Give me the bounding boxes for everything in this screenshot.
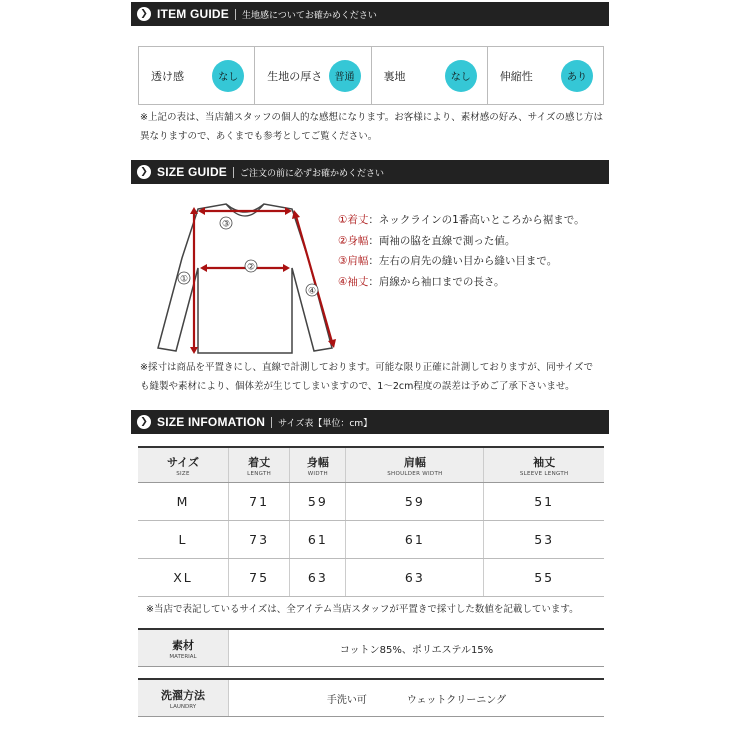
size-table — [138, 446, 604, 597]
material-value: コットン85%、ポリエステル15% — [339, 644, 494, 656]
item-guide-grid — [138, 46, 604, 105]
size-info-header — [131, 410, 609, 434]
col-header-width: 身幅 WIDTH — [290, 447, 346, 483]
table-cell: 63 — [290, 559, 346, 597]
col-header-size: サイズ SIZE — [138, 447, 229, 483]
table-row — [138, 559, 604, 597]
item-guide-subtitle: 生地感についてお確かめください — [242, 10, 377, 21]
divider — [235, 9, 236, 20]
item-cell-stretch — [488, 47, 603, 104]
arrow-head — [200, 264, 207, 272]
laundry-header: 洗濯方法 LAUNDRY — [138, 680, 229, 716]
size-info-subtitle: サイズ表【単位：cm】 — [278, 418, 373, 429]
item-label: 生地の厚さ — [267, 69, 323, 83]
arrow-head — [283, 264, 290, 272]
note-line: 異なりますので、あくまでも参考としてご覧ください。 — [140, 131, 378, 142]
item-cell-transparency — [139, 47, 255, 104]
chevron-right-icon: ❯ — [137, 415, 151, 429]
item-value-badge: 普通 — [329, 60, 361, 92]
mark-length: ① — [179, 274, 189, 285]
table-cell: M — [138, 483, 229, 521]
size-guide-note — [140, 358, 593, 396]
measurement-item: ④袖丈：肩線から袖口までの長さ。 — [338, 275, 505, 288]
measurement-item: ③肩幅：左右の肩先の縫い目から縫い目まで。 — [338, 255, 558, 267]
mark-width: ② — [246, 262, 256, 273]
measurement-item: ①着丈：ネックラインの1番高いところから裾まで。 — [338, 214, 585, 226]
size-info-title: SIZE INFOMATION — [157, 415, 266, 429]
mark-sleeve: ④ — [307, 286, 317, 297]
item-label: 伸縮性 — [499, 69, 533, 83]
table-cell: 73 — [229, 521, 290, 559]
item-label: 裏地 — [383, 69, 406, 83]
item-guide-title: ITEM GUIDE — [157, 7, 230, 21]
item-cell-lining — [372, 47, 488, 104]
table-cell: 71 — [229, 483, 290, 521]
col-header-shoulder: 肩幅 SHOULDER WIDTH — [346, 447, 484, 483]
note-line: も縫製や素材により、個体差が生じてしまいますので、1〜2cm程度の誤差は予めご了承下さいませ。 — [140, 381, 575, 392]
chevron-right-icon: ❯ — [137, 165, 151, 179]
note-line: ※採寸は商品を平置きにし、直線で計測しております。可能な限り正確に計測しておりますが、同サイズで — [140, 362, 593, 373]
arrow-head — [190, 347, 198, 354]
size-guide-header — [131, 160, 609, 184]
chevron-right-icon: ❯ — [137, 7, 151, 21]
table-header-row — [138, 447, 604, 483]
table-cell: 61 — [290, 521, 346, 559]
table-cell: 59 — [346, 483, 484, 521]
divider — [233, 167, 234, 178]
item-value-badge: なし — [445, 60, 477, 92]
divider — [271, 417, 272, 428]
table-cell: 75 — [229, 559, 290, 597]
table-row — [138, 483, 604, 521]
table-cell: 53 — [484, 521, 604, 559]
measurement-legend — [338, 210, 585, 292]
size-guide-subtitle: ご注文の前に必ずお確かめください — [240, 168, 385, 179]
table-cell: 63 — [346, 559, 484, 597]
laundry-value: 手洗い可 ウェットクリーニング — [326, 694, 507, 706]
sleeve-line — [296, 216, 332, 342]
item-cell-thickness — [255, 47, 371, 104]
item-guide-note — [140, 108, 603, 146]
table-cell: 55 — [484, 559, 604, 597]
table-cell: XL — [138, 559, 229, 597]
note-line: ※上記の表は、当店舗スタッフの個人的な感想になります。お客様により、素材感の好み、サイズの感じ方は — [140, 112, 604, 123]
size-guide-title: SIZE GUIDE — [157, 165, 228, 179]
shirt-diagram — [150, 198, 340, 358]
col-header-sleeve: 袖丈 SLEEVE LENGTH — [484, 447, 604, 483]
laundry-row — [138, 678, 604, 717]
measurement-item: ②身幅：両袖の脇を直線で測った値。 — [338, 234, 516, 247]
item-value-badge: あり — [561, 60, 593, 92]
item-label: 透け感 — [151, 69, 184, 83]
table-cell: 61 — [346, 521, 484, 559]
mark-shoulder: ③ — [221, 219, 231, 230]
item-value-badge: なし — [212, 60, 244, 92]
table-cell: L — [138, 521, 229, 559]
table-row — [138, 521, 604, 559]
col-header-length: 着丈 LENGTH — [229, 447, 290, 483]
material-header: 素材 MATERIAL — [138, 630, 229, 666]
material-row — [138, 628, 604, 667]
table-cell: 51 — [484, 483, 604, 521]
size-info-note: ※当店で表記しているサイズは、全アイテム当店スタッフが平置きで採寸した数値を記載しています。 — [146, 604, 579, 615]
item-guide-header — [131, 2, 609, 26]
table-cell: 59 — [290, 483, 346, 521]
